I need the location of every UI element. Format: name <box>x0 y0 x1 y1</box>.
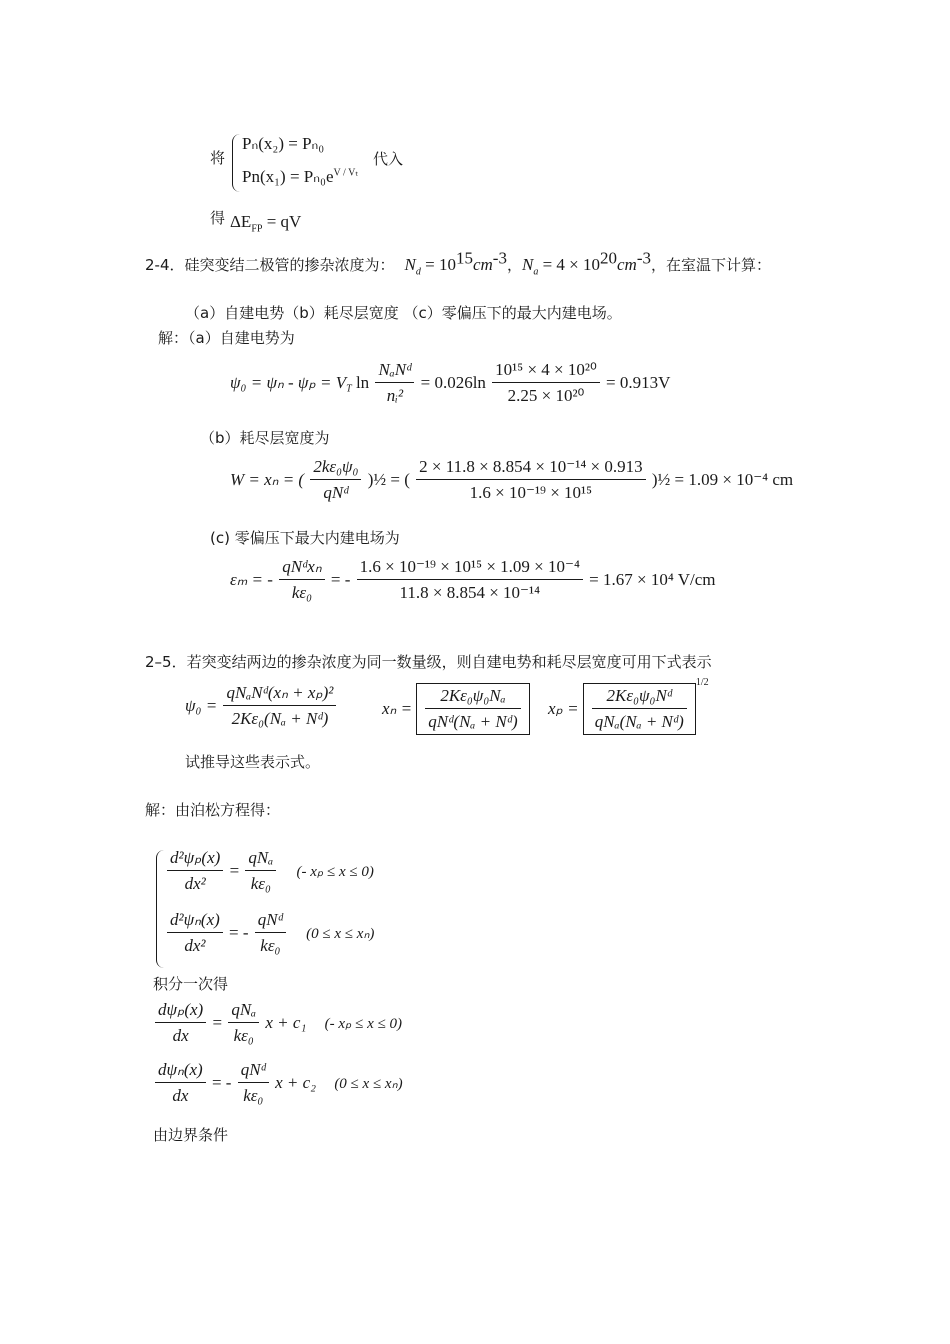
equation-xn: xₙ = $\frac{\text{2Kε₀ψ₀Nₐ}}{\text{qNᵈ(Nₐ + Nᵈ)}}$ <box>382 683 530 735</box>
equation-xp: xₚ = $\frac{\text{2Kε₀ψ₀Nᵈ}}{\text{qNₐ(Nₐ + Nᵈ)}}$ $^{1/2}$ <box>548 683 709 735</box>
equation-pn-x2: Pₙ(x₂) = Pₙ₀ <box>242 134 325 153</box>
equation-integral-p: $\frac{\text{dψₚ(x)}}{dx}$ = $\frac{\text{qNₐ}}{\text{kε₀}}$ x + c₁ (- xₚ ≤ x ≤ 0) <box>153 1000 402 1046</box>
equation-delta-efp: $\Delta E_{FP}$ = qV <box>230 212 302 235</box>
derive-instruction: 试推导这些表示式。 <box>185 753 321 771</box>
equation-max-field: εₘ = - $\frac{\text{qNᵈxₙ}}{\text{kε₀}}$ = - $\frac{\text{1.6 × 10⁻¹⁹ × 10¹⁵ × 1.09 × 10⁻⁴}}{\text{11.8 × 8.854 × 10⁻¹⁴}}$ = 1.67 × 10⁴ V/cm <box>230 557 716 602</box>
equation-depletion-width: W = xₙ = ( $\frac{\text{2kε₀ψ₀}}{\text{qNᵈ}}$ )½ = ( $\frac{\text{2 × 11.8 × 8.854 × 10⁻¹⁴ × 0.913}}{\text{1.6 × 10⁻¹⁹ × 10¹⁵}}$ )½ = 1.09 × 10⁻⁴ cm <box>230 457 794 502</box>
problem-2-4-statement: 2-4．硅突变结二极管的掺杂浓度为： $N_d = 10^{15}cm^{-3}$，$N_a = 4 \times 10^{20}cm^{-3}$，在室温下计算： <box>145 248 772 278</box>
equation-poisson-n: $\frac{\text{d²ψₙ(x)}}{\text{dx²}}$ = - $\frac{\text{qNᵈ}}{\text{kε₀}}$ (0 ≤ x ≤ xₙ) <box>165 910 374 956</box>
text-dairu: 代入 <box>373 150 404 168</box>
solution-heading: 解：由泊松方程得： <box>145 801 281 819</box>
boundary-conditions: 由边界条件 <box>153 1126 229 1144</box>
left-brace <box>232 134 241 192</box>
solution-c-heading: (c) 零偏压下最大内建电场为 <box>210 529 400 547</box>
solution-a-heading: 解：（a）自建电势为 <box>158 329 295 347</box>
problem-2-5-statement: 2–5．若突变结两边的掺杂浓度为同一数量级，则自建电势和耗尽层宽度可用下式表示 <box>145 653 712 671</box>
equation-builtin-potential: $\psi_0 = \psi_n - \psi_p = V_T$ ln $\frac{\text{NₐNᵈ}}{\text{nᵢ²}}$ = 0.026ln $\frac{\text{10¹⁵ × 4 × 10²⁰}}{\text{2.25 × 10²⁰}}$ = 0.913V <box>230 360 671 405</box>
equation-pn-x1: $Pn(x_1) = P_{n0}e^{V / V_t}$ <box>242 167 359 186</box>
solution-b-heading: （b）耗尽层宽度为 <box>200 429 330 447</box>
equation-poisson-p: $\frac{\text{d²ψₚ(x)}}{\text{dx²}}$ = $\frac{\text{qNₐ}}{\text{kε₀}}$ (- xₚ ≤ x ≤ 0) <box>165 848 374 894</box>
equation-psi0-general: ψ₀ = $\frac{\text{qNₐNᵈ(xₙ + xₚ)²}}{\text{2Kε₀(Nₐ + Nᵈ)}}$ <box>185 683 338 729</box>
integrate-once: 积分一次得 <box>153 975 229 993</box>
text-jiang: 将 <box>210 149 226 167</box>
problem-2-4-parts: （a）自建电势（b）耗尽层宽度 （c）零偏压下的最大内建电场。 <box>185 304 622 322</box>
text-de: 得 <box>210 209 226 227</box>
equation-integral-n: $\frac{\text{dψₙ(x)}}{dx}$ = - $\frac{\text{qNᵈ}}{\text{kε₀}}$ x + c₂ (0 ≤ x ≤ xₙ) <box>153 1060 403 1106</box>
poisson-brace <box>156 850 165 968</box>
